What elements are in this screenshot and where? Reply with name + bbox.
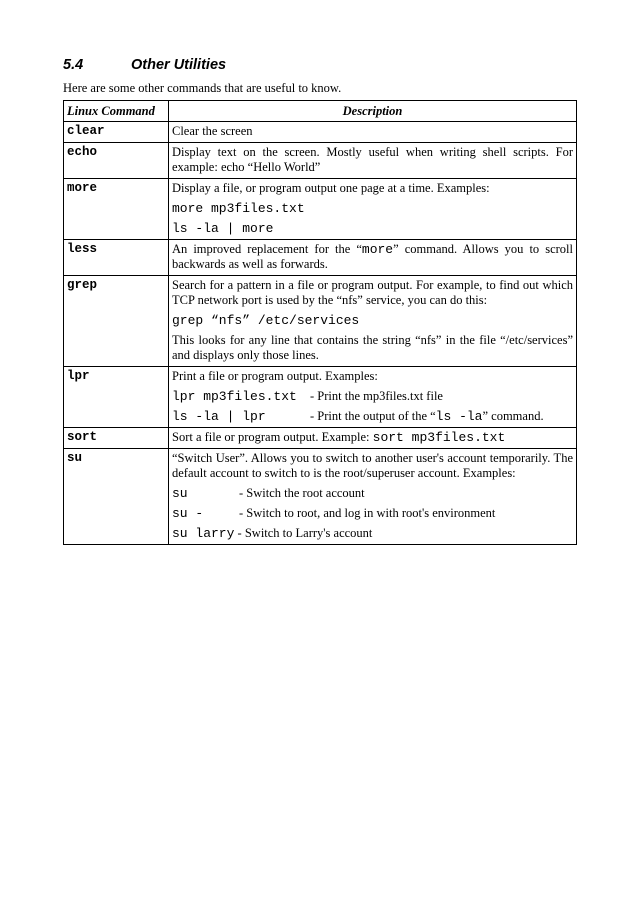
table-row-grep: [64, 276, 577, 367]
example-text: - Switch the root account: [239, 486, 365, 500]
example-line: [172, 409, 573, 424]
example-code: grep “nfs” /etc/services: [172, 313, 360, 328]
description-text: This looks for any line that contains the string “nfs” in the file “/etc/services” and displays only those lines.: [172, 333, 573, 362]
command-description: Clear the screen: [169, 122, 577, 143]
inline-code: ls -la: [435, 409, 483, 424]
example-code: ls -la | more: [172, 221, 274, 236]
command-description: [169, 367, 577, 428]
command-description: [169, 240, 577, 276]
table-row-less: [64, 240, 577, 276]
command-description: [169, 449, 577, 545]
command-description: [169, 276, 577, 367]
command-description: [169, 428, 577, 449]
example-code: ls -la | lpr: [172, 409, 266, 424]
description-text: Sort a file or program output. Example:: [172, 430, 373, 444]
description-text: ” command. Allows you to scroll backwards as well as forwards.: [172, 242, 574, 271]
command-description: Display text on the screen. Mostly useful when writing shell scripts. For example: echo “Hello World”: [169, 143, 577, 179]
commands-table: [63, 100, 577, 545]
example-text: - Print the output of the “: [310, 409, 436, 423]
example-code: su -: [172, 506, 204, 521]
command-name: sort: [64, 428, 169, 449]
command-name: grep: [64, 276, 169, 367]
command-name: clear: [64, 122, 169, 143]
inline-code: sort mp3files.txt: [372, 430, 506, 445]
example-code: su: [172, 486, 188, 501]
table-row-sort: [64, 428, 577, 449]
header-linux-command: Linux Command: [64, 101, 169, 122]
example-text: - Switch to Larry's account: [234, 526, 373, 540]
table-header-row: [64, 101, 577, 122]
example-line: [172, 389, 573, 404]
table-row-su: [64, 449, 577, 545]
command-name: su: [64, 449, 169, 545]
command-name: more: [64, 179, 169, 240]
section-number: 5.4: [63, 57, 84, 73]
example-text: - Print the mp3files.txt file: [310, 389, 443, 403]
section-title: Other Utilities: [131, 57, 227, 73]
command-name: less: [64, 240, 169, 276]
command-name: echo: [64, 143, 169, 179]
example-text: ” command.: [482, 409, 544, 423]
example-code: lpr mp3files.txt: [172, 389, 297, 404]
table-row-more: [64, 179, 577, 240]
header-description: Description: [169, 101, 577, 122]
description-text: An improved replacement for the “: [172, 242, 362, 256]
description-text: “Switch User”. Allows you to switch to another user's account temporarily. The default account to switch to is the root/superuser account. Examples:: [172, 451, 573, 480]
command-name: lpr: [64, 367, 169, 428]
section-heading: [63, 57, 226, 73]
table-row-echo: [64, 143, 577, 179]
intro-paragraph: Here are some other commands that are useful to know.: [63, 81, 342, 95]
example-line: [172, 486, 573, 501]
example-code: more mp3files.txt: [172, 201, 305, 216]
table-row-clear: [64, 122, 577, 143]
description-text: Search for a pattern in a file or program output. For example, to find out which TCP network port is used by the “nfs” service, you can do this:: [172, 278, 573, 307]
description-text: Display a file, or program output one page at a time. Examples:: [172, 181, 490, 195]
table-row-lpr: [64, 367, 577, 428]
inline-code: more: [361, 242, 394, 257]
example-line: [172, 506, 573, 521]
description-text: Print a file or program output. Examples:: [172, 369, 378, 383]
example-code: su larry: [172, 526, 235, 541]
command-description: [169, 179, 577, 240]
example-line: [172, 526, 573, 541]
example-text: - Switch to root, and log in with root's environment: [239, 506, 496, 520]
